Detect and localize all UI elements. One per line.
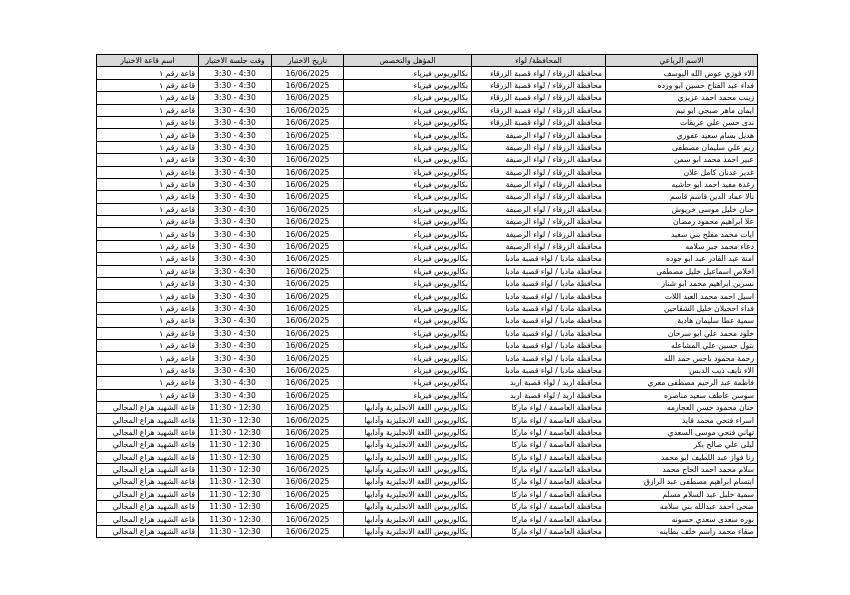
cell-governorate: محافظة الزرقاء / لواء الرصيفة: [472, 216, 606, 228]
cell-qualification: بكالوريوس اللغة الانجليزية وآدابها: [344, 501, 472, 513]
cell-exam-time: 11:30 - 12:30: [199, 513, 272, 525]
table-row: [97, 290, 758, 302]
cell-exam-date: 16/06/2025: [272, 525, 344, 537]
cell-exam-date: 16/06/2025: [272, 501, 344, 513]
cell-full-name: رغدة مفيد احمد ابو حاشيه: [606, 178, 758, 190]
cell-exam-room: قاعة الشهيد هزاع المجالي: [97, 451, 199, 463]
cell-exam-room: قاعة رقم ١: [97, 104, 199, 116]
cell-governorate: محافظة العاصمة / لواء ماركا: [472, 525, 606, 537]
cell-exam-room: قاعة رقم ١: [97, 129, 199, 141]
cell-exam-time: 3:30 - 4:30: [199, 67, 272, 79]
cell-qualification: بكالوريوس اللغة الانجليزية وآدابها: [344, 439, 472, 451]
cell-exam-time: 3:30 - 4:30: [199, 290, 272, 302]
cell-exam-date: 16/06/2025: [272, 166, 344, 178]
cell-exam-room: قاعة الشهيد هزاع المجالي: [97, 513, 199, 525]
cell-full-name: الاء فوزي عوض الله اليوسف: [606, 67, 758, 79]
cell-governorate: محافظة مادبا / لواء قصبة مادبا: [472, 265, 606, 277]
cell-exam-date: 16/06/2025: [272, 488, 344, 500]
cell-qualification: بكالوريوس فيزياء: [344, 129, 472, 141]
cell-exam-date: 16/06/2025: [272, 401, 344, 413]
cell-governorate: محافظة الزرقاء / لواء قصبة الزرقاء: [472, 92, 606, 104]
cell-exam-room: قاعة رقم ١: [97, 302, 199, 314]
cell-exam-room: قاعة رقم ١: [97, 377, 199, 389]
table-row: [97, 327, 758, 339]
cell-qualification: بكالوريوس فيزياء: [344, 191, 472, 203]
table-row: [97, 178, 758, 190]
table-row: [97, 104, 758, 116]
cell-exam-room: قاعة الشهيد هزاع المجالي: [97, 414, 199, 426]
cell-exam-room: قاعة رقم ١: [97, 352, 199, 364]
cell-governorate: محافظة مادبا / لواء قصبة مادبا: [472, 253, 606, 265]
cell-full-name: رنا فواز عبد اللطيف ابو محمد: [606, 451, 758, 463]
cell-exam-time: 3:30 - 4:30: [199, 216, 272, 228]
table-row: [97, 278, 758, 290]
cell-exam-time: 11:30 - 12:30: [199, 525, 272, 537]
table-row: [97, 364, 758, 376]
cell-exam-time: 3:30 - 4:30: [199, 79, 272, 91]
cell-full-name: ايات محمد مفلح بني سعيد: [606, 228, 758, 240]
cell-exam-time: 3:30 - 4:30: [199, 141, 272, 153]
cell-exam-date: 16/06/2025: [272, 451, 344, 463]
cell-exam-time: 11:30 - 12:30: [199, 439, 272, 451]
cell-full-name: نالا عماد الدين قاسم قاسم: [606, 191, 758, 203]
cell-governorate: محافظة العاصمة / لواء ماركا: [472, 488, 606, 500]
table-row: [97, 203, 758, 215]
cell-governorate: محافظة الزرقاء / لواء الرصيفة: [472, 178, 606, 190]
cell-qualification: بكالوريوس فيزياء: [344, 216, 472, 228]
cell-qualification: بكالوريوس فيزياء: [344, 116, 472, 128]
cell-full-name: ضحى احمد عبدالله بني سلامه: [606, 501, 758, 513]
cell-exam-time: 3:30 - 4:30: [199, 92, 272, 104]
cell-qualification: بكالوريوس اللغة الانجليزية وآدابها: [344, 525, 472, 537]
cell-exam-time: 11:30 - 12:30: [199, 463, 272, 475]
cell-governorate: محافظة الزرقاء / لواء الرصيفة: [472, 191, 606, 203]
cell-governorate: محافظة الزرقاء / لواء الرصيفة: [472, 129, 606, 141]
cell-exam-date: 16/06/2025: [272, 476, 344, 488]
table-row: [97, 67, 758, 79]
header-exam-room: اسم قاعة الاختبار: [97, 55, 199, 67]
cell-exam-room: قاعة الشهيد هزاع المجالي: [97, 439, 199, 451]
cell-exam-time: 3:30 - 4:30: [199, 265, 272, 277]
cell-full-name: سمية عطا سليمان هادية: [606, 315, 758, 327]
cell-qualification: بكالوريوس فيزياء: [344, 339, 472, 351]
cell-exam-date: 16/06/2025: [272, 339, 344, 351]
table-row: [97, 463, 758, 475]
cell-full-name: اسراء فتحي محمد قايد: [606, 414, 758, 426]
cell-exam-date: 16/06/2025: [272, 315, 344, 327]
cell-exam-time: 11:30 - 12:30: [199, 414, 272, 426]
cell-governorate: محافظة العاصمة / لواء ماركا: [472, 451, 606, 463]
cell-qualification: بكالوريوس فيزياء: [344, 228, 472, 240]
table-row: [97, 439, 758, 451]
cell-exam-date: 16/06/2025: [272, 439, 344, 451]
cell-governorate: محافظة مادبا / لواء قصبة مادبا: [472, 315, 606, 327]
cell-exam-room: قاعة رقم ١: [97, 364, 199, 376]
cell-exam-date: 16/06/2025: [272, 203, 344, 215]
cell-exam-time: 11:30 - 12:30: [199, 501, 272, 513]
table-row: [97, 401, 758, 413]
cell-exam-date: 16/06/2025: [272, 278, 344, 290]
cell-exam-time: 3:30 - 4:30: [199, 178, 272, 190]
cell-full-name: نوره سعدى سعدي حسونه: [606, 513, 758, 525]
cell-governorate: محافظة الزرقاء / لواء الرصيفة: [472, 166, 606, 178]
cell-qualification: بكالوريوس فيزياء: [344, 104, 472, 116]
cell-full-name: حنان محمود حسن العجارمه: [606, 401, 758, 413]
table-row: [97, 389, 758, 401]
cell-governorate: محافظة العاصمة / لواء ماركا: [472, 426, 606, 438]
cell-full-name: اخلاص اسماعيل خليل مصطفى: [606, 265, 758, 277]
cell-full-name: حنان خليل موسى خريوش: [606, 203, 758, 215]
cell-qualification: بكالوريوس اللغة الانجليزية وآدابها: [344, 401, 472, 413]
table-row: [97, 302, 758, 314]
cell-exam-time: 11:30 - 12:30: [199, 476, 272, 488]
cell-governorate: محافظة الزرقاء / لواء الرصيفة: [472, 240, 606, 252]
cell-governorate: محافظة مادبا / لواء قصبة مادبا: [472, 278, 606, 290]
cell-exam-date: 16/06/2025: [272, 141, 344, 153]
cell-full-name: دعاء محمد جبر سلامه: [606, 240, 758, 252]
cell-full-name: نسرين ابراهيم محمد ابو شنار: [606, 278, 758, 290]
cell-governorate: محافظة اربد / لواء قصبة اربد: [472, 377, 606, 389]
cell-exam-room: قاعة رقم ١: [97, 339, 199, 351]
cell-full-name: فاطمة عبد الرحيم مصطفى معري: [606, 377, 758, 389]
cell-exam-time: 3:30 - 4:30: [199, 116, 272, 128]
cell-exam-time: 3:30 - 4:30: [199, 191, 272, 203]
cell-exam-time: 3:30 - 4:30: [199, 253, 272, 265]
cell-governorate: محافظة الزرقاء / لواء الرصيفة: [472, 203, 606, 215]
header-exam-date: تاريخ الاختبار: [272, 55, 344, 67]
table-row: [97, 315, 758, 327]
table-row: [97, 141, 758, 153]
cell-full-name: ندى حسن علي عريقات: [606, 116, 758, 128]
cell-exam-room: قاعة رقم ١: [97, 79, 199, 91]
cell-full-name: فداء عبد الفتاح حسين ابو ورده: [606, 79, 758, 91]
cell-exam-time: 3:30 - 4:30: [199, 364, 272, 376]
cell-governorate: محافظة مادبا / لواء قصبة مادبا: [472, 302, 606, 314]
table-row: [97, 166, 758, 178]
cell-exam-room: قاعة الشهيد هزاع المجالي: [97, 488, 199, 500]
cell-exam-time: 3:30 - 4:30: [199, 302, 272, 314]
cell-full-name: بتول حسين علي المشاعله: [606, 339, 758, 351]
cell-exam-room: قاعة رقم ١: [97, 216, 199, 228]
cell-full-name: عبير احمد محمد ابو سمن: [606, 154, 758, 166]
cell-governorate: محافظة مادبا / لواء قصبة مادبا: [472, 364, 606, 376]
table-row: [97, 426, 758, 438]
header-row: [97, 55, 758, 67]
cell-qualification: بكالوريوس فيزياء: [344, 240, 472, 252]
cell-governorate: محافظة مادبا / لواء قصبة مادبا: [472, 327, 606, 339]
cell-qualification: بكالوريوس فيزياء: [344, 315, 472, 327]
cell-full-name: اسيل احمد محمد العبد اللات: [606, 290, 758, 302]
cell-exam-date: 16/06/2025: [272, 253, 344, 265]
table-row: [97, 253, 758, 265]
cell-full-name: سوسن عاطف سعيد مناصره: [606, 389, 758, 401]
cell-qualification: بكالوريوس فيزياء: [344, 154, 472, 166]
table-row: [97, 501, 758, 513]
table-row: [97, 377, 758, 389]
cell-exam-time: 3:30 - 4:30: [199, 104, 272, 116]
table-row: [97, 191, 758, 203]
cell-qualification: بكالوريوس اللغة الانجليزية وآدابها: [344, 476, 472, 488]
cell-exam-room: قاعة رقم ١: [97, 203, 199, 215]
cell-exam-date: 16/06/2025: [272, 463, 344, 475]
cell-exam-time: 3:30 - 4:30: [199, 278, 272, 290]
cell-exam-date: 16/06/2025: [272, 302, 344, 314]
cell-full-name: غدير عدنان كامل علان: [606, 166, 758, 178]
cell-full-name: ريم علي سليمان مصطفى: [606, 141, 758, 153]
cell-governorate: محافظة العاصمة / لواء ماركا: [472, 513, 606, 525]
cell-exam-date: 16/06/2025: [272, 364, 344, 376]
cell-exam-room: قاعة الشهيد هزاع المجالي: [97, 463, 199, 475]
cell-exam-room: قاعة رقم ١: [97, 67, 199, 79]
cell-exam-room: قاعة رقم ١: [97, 116, 199, 128]
cell-exam-time: 3:30 - 4:30: [199, 154, 272, 166]
cell-full-name: ايمان ماهر صبحي ابو تيم: [606, 104, 758, 116]
cell-exam-date: 16/06/2025: [272, 265, 344, 277]
cell-governorate: محافظة مادبا / لواء قصبة مادبا: [472, 290, 606, 302]
cell-exam-date: 16/06/2025: [272, 154, 344, 166]
cell-exam-room: قاعة رقم ١: [97, 290, 199, 302]
table-row: [97, 129, 758, 141]
cell-qualification: بكالوريوس فيزياء: [344, 327, 472, 339]
cell-full-name: ليلى علي صالح بكر: [606, 439, 758, 451]
cell-exam-time: 3:30 - 4:30: [199, 315, 272, 327]
cell-exam-room: قاعة رقم ١: [97, 166, 199, 178]
cell-exam-time: 3:30 - 4:30: [199, 166, 272, 178]
cell-exam-time: 3:30 - 4:30: [199, 327, 272, 339]
cell-exam-room: قاعة رقم ١: [97, 92, 199, 104]
cell-qualification: بكالوريوس اللغة الانجليزية وآدابها: [344, 463, 472, 475]
cell-full-name: هديل بسام سعيد عفوري: [606, 129, 758, 141]
cell-governorate: محافظة الزرقاء / لواء الرصيفة: [472, 141, 606, 153]
cell-qualification: بكالوريوس فيزياء: [344, 389, 472, 401]
cell-exam-date: 16/06/2025: [272, 414, 344, 426]
cell-qualification: بكالوريوس اللغة الانجليزية وآدابها: [344, 426, 472, 438]
cell-governorate: محافظة الزرقاء / لواء قصبة الزرقاء: [472, 67, 606, 79]
cell-exam-room: قاعة رقم ١: [97, 253, 199, 265]
table-row: [97, 216, 758, 228]
cell-exam-date: 16/06/2025: [272, 178, 344, 190]
cell-exam-room: قاعة رقم ١: [97, 154, 199, 166]
cell-exam-room: قاعة الشهيد هزاع المجالي: [97, 501, 199, 513]
cell-qualification: بكالوريوس فيزياء: [344, 377, 472, 389]
cell-exam-time: 11:30 - 12:30: [199, 401, 272, 413]
cell-governorate: محافظة العاصمة / لواء ماركا: [472, 501, 606, 513]
cell-qualification: بكالوريوس فيزياء: [344, 79, 472, 91]
cell-governorate: محافظة العاصمة / لواء ماركا: [472, 401, 606, 413]
exam-schedule-table: [96, 54, 758, 538]
cell-exam-room: قاعة رقم ١: [97, 389, 199, 401]
cell-qualification: بكالوريوس اللغة الانجليزية وآدابها: [344, 513, 472, 525]
cell-full-name: رحمة محمود ناجس حمد الله: [606, 352, 758, 364]
cell-exam-time: 3:30 - 4:30: [199, 203, 272, 215]
table-row: [97, 414, 758, 426]
cell-full-name: تهاني فتحي موسى السعدي: [606, 426, 758, 438]
cell-qualification: بكالوريوس فيزياء: [344, 178, 472, 190]
cell-exam-date: 16/06/2025: [272, 67, 344, 79]
cell-exam-date: 16/06/2025: [272, 228, 344, 240]
table-row: [97, 92, 758, 104]
cell-qualification: بكالوريوس فيزياء: [344, 302, 472, 314]
cell-governorate: محافظة العاصمة / لواء ماركا: [472, 414, 606, 426]
cell-exam-time: 3:30 - 4:30: [199, 129, 272, 141]
cell-governorate: محافظة الزرقاء / لواء قصبة الزرقاء: [472, 116, 606, 128]
cell-exam-room: قاعة رقم ١: [97, 178, 199, 190]
table-row: [97, 154, 758, 166]
cell-full-name: علا ابراهيم محمود رمضان: [606, 216, 758, 228]
cell-qualification: بكالوريوس فيزياء: [344, 278, 472, 290]
cell-exam-room: قاعة الشهيد هزاع المجالي: [97, 476, 199, 488]
cell-full-name: سمية خليل عبد السلام مسلم: [606, 488, 758, 500]
cell-governorate: محافظة الزرقاء / لواء الرصيفة: [472, 154, 606, 166]
cell-exam-room: قاعة رقم ١: [97, 191, 199, 203]
table-row: [97, 228, 758, 240]
header-governorate: المحافظة/ لواء: [472, 55, 606, 67]
table-row: [97, 79, 758, 91]
cell-exam-time: 11:30 - 12:30: [199, 451, 272, 463]
cell-qualification: بكالوريوس فيزياء: [344, 166, 472, 178]
table-row: [97, 451, 758, 463]
cell-exam-date: 16/06/2025: [272, 377, 344, 389]
cell-exam-date: 16/06/2025: [272, 216, 344, 228]
cell-qualification: بكالوريوس فيزياء: [344, 352, 472, 364]
cell-qualification: بكالوريوس فيزياء: [344, 141, 472, 153]
cell-exam-date: 16/06/2025: [272, 352, 344, 364]
cell-exam-time: 3:30 - 4:30: [199, 240, 272, 252]
cell-qualification: بكالوريوس فيزياء: [344, 253, 472, 265]
cell-exam-room: قاعة رقم ١: [97, 327, 199, 339]
cell-exam-date: 16/06/2025: [272, 104, 344, 116]
cell-governorate: محافظة العاصمة / لواء ماركا: [472, 476, 606, 488]
header-exam-time: وقت جلسة الاختبار: [199, 55, 272, 67]
cell-exam-room: قاعة رقم ١: [97, 240, 199, 252]
cell-exam-date: 16/06/2025: [272, 92, 344, 104]
cell-exam-time: 3:30 - 4:30: [199, 389, 272, 401]
cell-exam-time: 11:30 - 12:30: [199, 488, 272, 500]
cell-full-name: فداء احجيلان خليل الشقاحين: [606, 302, 758, 314]
table-row: [97, 488, 758, 500]
table-row: [97, 513, 758, 525]
cell-qualification: بكالوريوس فيزياء: [344, 265, 472, 277]
table-row: [97, 240, 758, 252]
table-row: [97, 476, 758, 488]
cell-full-name: الاء نايف ذيب الدبس: [606, 364, 758, 376]
cell-qualification: بكالوريوس فيزياء: [344, 203, 472, 215]
cell-full-name: سلام محمد احمد الحاج محمد: [606, 463, 758, 475]
cell-governorate: محافظة الزرقاء / لواء قصبة الزرقاء: [472, 104, 606, 116]
cell-exam-room: قاعة رقم ١: [97, 315, 199, 327]
cell-full-name: زينب محمد احمد عزيزي: [606, 92, 758, 104]
cell-exam-time: 3:30 - 4:30: [199, 377, 272, 389]
cell-qualification: بكالوريوس اللغة الانجليزية وآدابها: [344, 451, 472, 463]
cell-qualification: بكالوريوس فيزياء: [344, 92, 472, 104]
cell-exam-date: 16/06/2025: [272, 327, 344, 339]
cell-exam-room: قاعة رقم ١: [97, 141, 199, 153]
cell-exam-room: قاعة الشهيد هزاع المجالي: [97, 426, 199, 438]
table-row: [97, 339, 758, 351]
cell-governorate: محافظة الزرقاء / لواء الرصيفة: [472, 228, 606, 240]
table-row: [97, 265, 758, 277]
cell-full-name: امنة عبد القادر عبد ابو جوده: [606, 253, 758, 265]
cell-exam-time: 11:30 - 12:30: [199, 426, 272, 438]
table-row: [97, 525, 758, 537]
header-full-name: الاسم الرباعي: [606, 55, 758, 67]
header-qualification: المؤهل والتخصص: [344, 55, 472, 67]
cell-exam-date: 16/06/2025: [272, 389, 344, 401]
table-body: [97, 67, 758, 538]
cell-exam-room: قاعة رقم ١: [97, 265, 199, 277]
cell-exam-date: 16/06/2025: [272, 426, 344, 438]
cell-exam-date: 16/06/2025: [272, 240, 344, 252]
cell-full-name: صفاء محمد راسم خلف بطاينه: [606, 525, 758, 537]
cell-exam-time: 3:30 - 4:30: [199, 352, 272, 364]
cell-governorate: محافظة العاصمة / لواء ماركا: [472, 439, 606, 451]
cell-governorate: محافظة مادبا / لواء قصبة مادبا: [472, 352, 606, 364]
table-row: [97, 352, 758, 364]
cell-exam-time: 3:30 - 4:30: [199, 339, 272, 351]
cell-exam-room: قاعة رقم ١: [97, 278, 199, 290]
cell-governorate: محافظة العاصمة / لواء ماركا: [472, 463, 606, 475]
cell-qualification: بكالوريوس فيزياء: [344, 364, 472, 376]
cell-exam-date: 16/06/2025: [272, 79, 344, 91]
cell-qualification: بكالوريوس اللغة الانجليزية وآدابها: [344, 414, 472, 426]
cell-governorate: محافظة مادبا / لواء قصبة مادبا: [472, 339, 606, 351]
cell-exam-room: قاعة الشهيد هزاع المجالي: [97, 401, 199, 413]
cell-governorate: محافظة اربد / لواء قصبة اربد: [472, 389, 606, 401]
cell-exam-date: 16/06/2025: [272, 513, 344, 525]
cell-qualification: بكالوريوس اللغة الانجليزية وآدابها: [344, 488, 472, 500]
cell-qualification: بكالوريوس فيزياء: [344, 67, 472, 79]
table-row: [97, 116, 758, 128]
cell-exam-date: 16/06/2025: [272, 116, 344, 128]
cell-exam-date: 16/06/2025: [272, 290, 344, 302]
cell-full-name: ابتسام ابراهيم مصطفى عبد الرازق: [606, 476, 758, 488]
cell-full-name: خلود محمد علي ابو سرحان: [606, 327, 758, 339]
cell-qualification: بكالوريوس فيزياء: [344, 290, 472, 302]
cell-exam-room: قاعة الشهيد هزاع المجالي: [97, 525, 199, 537]
cell-exam-time: 3:30 - 4:30: [199, 228, 272, 240]
cell-governorate: محافظة الزرقاء / لواء قصبة الزرقاء: [472, 79, 606, 91]
cell-exam-date: 16/06/2025: [272, 129, 344, 141]
cell-exam-date: 16/06/2025: [272, 191, 344, 203]
cell-exam-room: قاعة رقم ١: [97, 228, 199, 240]
